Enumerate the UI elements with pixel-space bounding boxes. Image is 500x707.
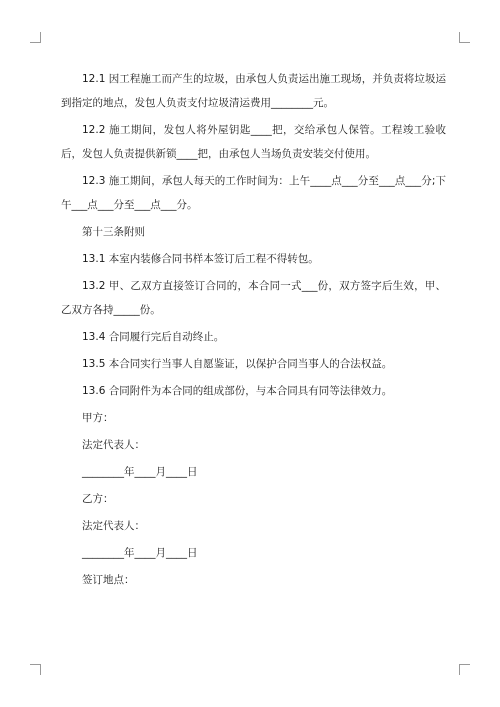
party-a-label: 甲方：	[82, 412, 114, 424]
party-b-date: ________年____月____日	[82, 547, 198, 559]
clause-12-1: 12.1 因工程施工而产生的垃圾，由承包人负责运出施工现场，并负责将垃圾运到指定的地点，发包人负责支付垃圾清运费用________元。	[61, 73, 446, 109]
clause-13-6: 13.6 合同附件为本合同的组成部份，与本合同具有同等法律效力。	[82, 385, 393, 397]
clause-12-3: 12.3 施工期间，承包人每天的工作时间为：上午____点___分至___点___分;下午___点___分至___点___分。	[61, 175, 446, 211]
document-body	[61, 67, 446, 595]
party-b-representative: 法定代表人：	[82, 520, 145, 532]
party-a-representative: 法定代表人：	[82, 439, 145, 451]
article-13-heading: 第十三条附则	[82, 226, 145, 238]
corner-mark-top-right	[459, 32, 470, 43]
corner-mark-bottom-right	[459, 664, 470, 675]
corner-mark-bottom-left	[30, 664, 41, 675]
clause-13-2: 13.2 甲、乙双方直接签订合同的，本合同一式___份，双方签字后生效，甲、乙双方各持_____份。	[61, 280, 446, 316]
clause-13-4: 13.4 合同履行完后自动终止。	[82, 331, 225, 343]
clause-13-1: 13.1 本室内装修合同书样本签订后工程不得转包。	[82, 253, 319, 265]
corner-mark-top-left	[30, 32, 41, 43]
party-b-label: 乙方：	[82, 493, 114, 505]
party-a-date: ________年____月____日	[82, 466, 198, 478]
clause-13-5: 13.5 本合同实行当事人自愿鉴证，以保护合同当事人的合法权益。	[82, 358, 393, 370]
clause-12-2: 12.2 施工期间，发包人将外屋钥匙____把，交给承包人保管。工程竣工验收后，发包人负责提供新锁____把，由承包人当场负责安装交付使用。	[61, 124, 446, 160]
signing-location: 签订地点：	[82, 574, 135, 586]
